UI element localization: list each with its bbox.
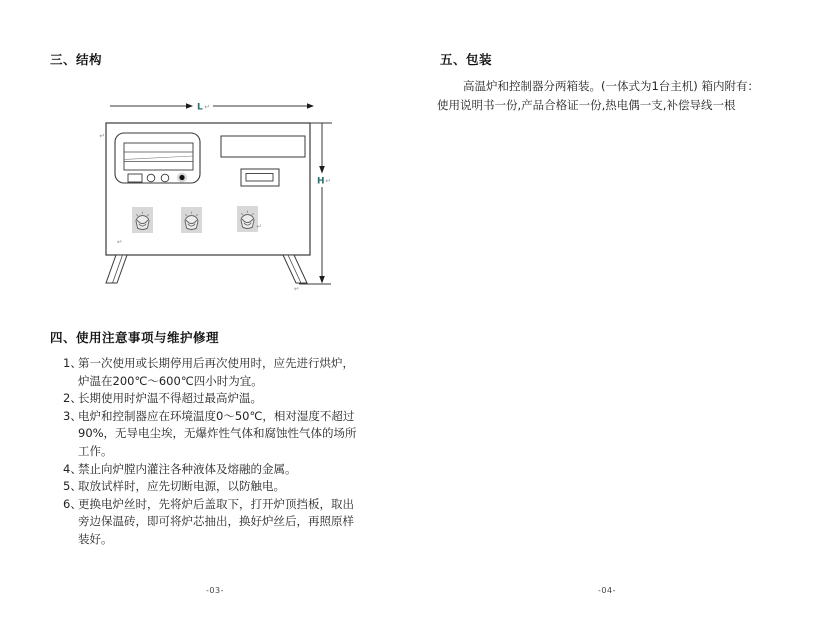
right-leg bbox=[283, 255, 307, 283]
recorder-knob-small bbox=[161, 174, 169, 182]
list-text: 更换电炉丝时，先将炉后盖取下，打开炉顶挡板，取出 bbox=[78, 496, 354, 511]
list-number bbox=[63, 531, 78, 549]
packing-line: 高温炉和控制器分两箱装。(一体式为1台主机) 箱内附有： bbox=[463, 79, 759, 93]
list-item-continuation bbox=[48, 443, 384, 461]
section5-heading: 五、包装 bbox=[440, 52, 493, 67]
recorder-knob-small bbox=[147, 174, 155, 182]
page-number-left: -03- bbox=[206, 586, 224, 595]
list-item bbox=[48, 408, 384, 426]
knob-icon bbox=[181, 207, 202, 233]
paragraph-mark-icon: ↵ bbox=[117, 238, 123, 246]
list-number: 5、 bbox=[63, 479, 82, 494]
packing-paragraph bbox=[437, 77, 759, 114]
list-number bbox=[63, 443, 78, 461]
section4 bbox=[48, 328, 384, 549]
list-text: 炉温在200℃～600℃四小时为宜。 bbox=[78, 373, 263, 388]
paragraph-mark-icon: ↵ bbox=[256, 222, 262, 231]
list-text: 装好。 bbox=[78, 531, 113, 546]
left-leg bbox=[106, 255, 127, 283]
furnace-structure-diagram bbox=[85, 90, 345, 300]
recorder-panel bbox=[115, 133, 200, 183]
list-number bbox=[63, 373, 78, 391]
length-dimension bbox=[110, 103, 314, 113]
arrow-down-icon bbox=[319, 276, 325, 284]
list-number: 2、 bbox=[63, 391, 82, 406]
list-item bbox=[48, 461, 384, 479]
list-item bbox=[48, 478, 384, 496]
display-window bbox=[241, 169, 279, 186]
knob-icon bbox=[132, 207, 153, 233]
list-item bbox=[48, 390, 384, 408]
paragraph-mark-icon: ↵ bbox=[325, 177, 331, 185]
list-number: 1、 bbox=[63, 356, 82, 370]
paragraph-mark-icon: ↵ bbox=[294, 285, 300, 293]
section4-heading: 四、使用注意事项与维护修理 bbox=[50, 330, 220, 345]
height-dimension bbox=[317, 123, 331, 284]
list-number bbox=[63, 425, 78, 443]
packing-line: 使用说明书一份,产品合格证一份,热电偶一支,补偿导线一根 bbox=[437, 97, 736, 112]
list-item bbox=[48, 355, 384, 373]
list-text: 长期使用时炉温不得超过最高炉温。 bbox=[78, 391, 262, 406]
list-text: 90%，无导电尘埃，无爆炸性气体和腐蚀性气体的场所 bbox=[78, 426, 357, 441]
arrow-down-icon bbox=[319, 166, 325, 174]
list-text: 第一次使用或长期停用后再次使用时，应先进行烘炉， bbox=[78, 356, 354, 370]
recorder-button bbox=[128, 174, 142, 182]
list-item-continuation bbox=[48, 373, 384, 391]
list-number: 4、 bbox=[63, 461, 82, 476]
list-text: 旁边保温砖，即可将炉芯抽出，换好炉丝后，再照原样 bbox=[78, 514, 354, 529]
knob-icon bbox=[237, 206, 258, 232]
nameplate bbox=[221, 136, 305, 157]
list-item bbox=[48, 496, 384, 514]
list-item-continuation bbox=[48, 513, 384, 531]
list-number bbox=[63, 513, 78, 531]
list-item-continuation bbox=[48, 531, 384, 549]
indicator-dot bbox=[179, 175, 184, 180]
list-text: 取放试样时，应先切断电源，以防触电。 bbox=[78, 479, 285, 494]
length-label: L bbox=[197, 102, 203, 113]
list-text: 禁止向炉膛内灌注各种液体及熔融的金属。 bbox=[78, 461, 297, 476]
list-item-continuation bbox=[48, 425, 384, 443]
paragraph-mark-icon: ↵ bbox=[204, 103, 210, 111]
arrow-right-icon bbox=[307, 103, 314, 109]
list-number: 6、 bbox=[63, 496, 82, 511]
height-label: H bbox=[317, 176, 325, 187]
section3-heading: 三、结构 bbox=[50, 52, 103, 67]
list-text: 电炉和控制器应在环境温度0～50℃，相对湿度不超过 bbox=[78, 408, 355, 423]
paragraph-mark-icon: ↵ bbox=[99, 132, 105, 140]
page-number-right: -04- bbox=[598, 586, 616, 595]
list-text: 工作。 bbox=[78, 443, 113, 458]
list-number: 3、 bbox=[63, 408, 82, 423]
arrow-right-icon bbox=[186, 103, 193, 109]
